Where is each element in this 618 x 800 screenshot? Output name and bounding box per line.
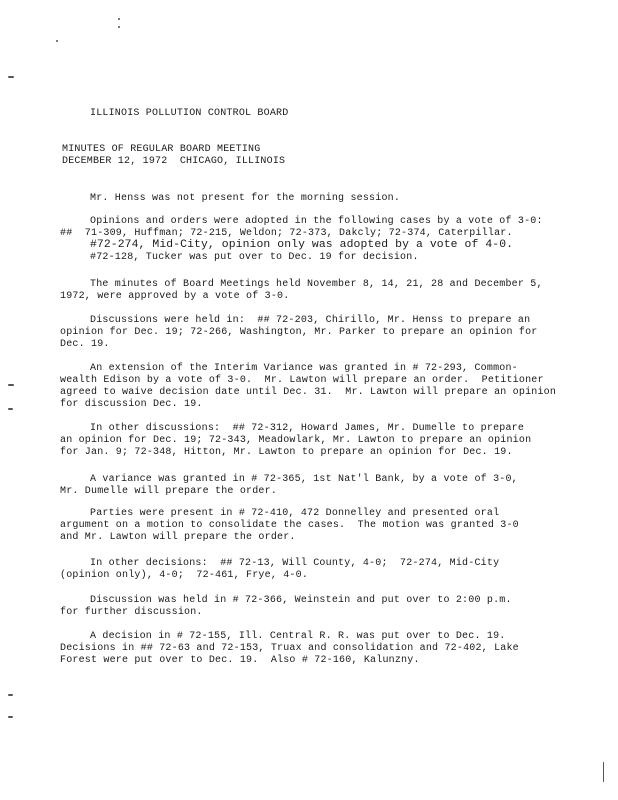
scan-speck: [8, 384, 14, 386]
body-line: Discussion was held in # 72-366, Weinstein and put over to 2:00 p.m.: [90, 595, 512, 606]
body-line: A variance was granted in # 72-365, 1st Nat'l Bank, by a vote of 3-0,: [90, 474, 518, 485]
body-line: In other discussions: ## 72-312, Howard James, Mr. Dumelle to prepare: [90, 423, 525, 434]
scan-speck: [8, 408, 13, 410]
body-line: An extension of the Interim Variance was granted in # 72-293, Common-: [90, 363, 518, 374]
body-line: Opinions and orders were adopted in the following cases by a vote of 3-0:: [90, 216, 543, 227]
body-line: A decision in # 72-155, Ill. Central R. R. was put over to Dec. 19.: [90, 631, 506, 642]
body-line: Dec. 19.: [60, 339, 110, 350]
body-line: (opinion only), 4-0; 72-461, Frye, 4-0.: [60, 570, 309, 581]
scan-speck: [603, 762, 604, 782]
body-line: The minutes of Board Meetings held November 8, 14, 21, 28 and December 5,: [90, 279, 543, 290]
meeting-date-place: DECEMBER 12, 1972 CHICAGO, ILLINOIS: [62, 156, 286, 167]
body-line: In other decisions: ## 72-13, Will County, 4-0; 72-274, Mid-City: [90, 558, 500, 569]
body-line: #72-128, Tucker was put over to Dec. 19 for decision.: [90, 252, 419, 263]
body-line: 1972, were approved by a vote of 3-0.: [60, 291, 290, 302]
body-line: Discussions were held in: ## 72-203, Chirillo, Mr. Henss to prepare an: [90, 315, 531, 326]
scan-speck: [8, 716, 13, 718]
body-line: Decisions in ## 72-63 and 72-153, Truax and consolidation and 72-402, Lake: [60, 643, 519, 654]
scan-speck: [8, 694, 13, 696]
body-line: an opinion for Dec. 19; 72-343, Meadowlark, Mr. Lawton to prepare an opinion: [60, 435, 532, 446]
body-line: Forest were put over to Dec. 19. Also # 72-160, Kalunzny.: [60, 655, 420, 666]
body-line: Mr. Henss was not present for the morning session.: [90, 193, 401, 204]
body-line: wealth Edison by a vote of 3-0. Mr. Lawton will prepare an order. Petitioner: [60, 375, 544, 386]
scan-speck: [118, 26, 120, 28]
minutes-title: MINUTES OF REGULAR BOARD MEETING: [62, 144, 261, 155]
body-line: for further discussion.: [60, 607, 203, 618]
body-line: and Mr. Lawton will prepare the order.: [60, 532, 296, 543]
body-line: argument on a motion to consolidate the cases. The motion was granted 3-0: [60, 520, 519, 531]
body-line: agreed to waive decision date until Dec. 31. Mr. Lawton will prepare an opinion: [60, 387, 557, 398]
scan-speck: [56, 40, 58, 42]
body-line: opinion for Dec. 19; 72-266, Washington, Mr. Parker to prepare an opinion for: [60, 327, 538, 338]
body-line: Parties were present in # 72-410, 472 Donnelley and presented oral: [90, 508, 500, 519]
board-name-heading: ILLINOIS POLLUTION CONTROL BOARD: [90, 108, 289, 119]
body-line: #72-274, Mid-City, opinion only was adopted by a vote of 4-0.: [90, 239, 514, 251]
scan-speck: [8, 76, 14, 78]
scan-speck: [118, 18, 120, 20]
body-line: Mr. Dumelle will prepare the order.: [60, 486, 278, 497]
body-line: for discussion Dec. 19.: [60, 399, 203, 410]
body-line: for Jan. 9; 72-348, Hitton, Mr. Lawton to prepare an opinion for Dec. 19.: [60, 447, 513, 458]
body-line: ## 71-309, Huffman; 72-215, Weldon; 72-373, Dakcly; 72-374, Caterpillar.: [60, 228, 513, 239]
